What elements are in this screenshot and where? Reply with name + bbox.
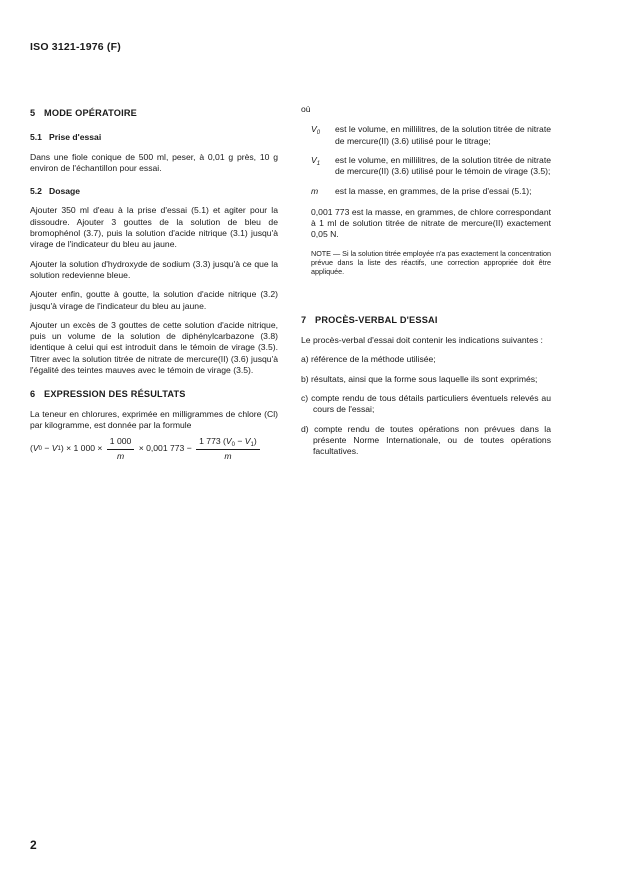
formula-subscript: 0 xyxy=(231,442,235,449)
definition-v1 xyxy=(301,155,551,178)
list-item: a) référence de la méthode utilisée; xyxy=(301,354,436,365)
subsection-number: 5.2 xyxy=(30,186,42,197)
fraction-denominator: m xyxy=(116,450,125,461)
definition-symbol xyxy=(311,124,335,147)
definition-text: est le volume, en millilitres, de la solution titrée de nitrate de mercure(II) (3.6) utilisé pour le témoin de virage (3.5); xyxy=(335,154,551,177)
fraction-denominator: m xyxy=(224,450,232,461)
subsection-title: Dosage xyxy=(49,186,81,197)
formula-part: − xyxy=(41,443,52,454)
section-5-2-heading xyxy=(30,186,278,197)
section-title: EXPRESSION DES RÉSULTATS xyxy=(44,389,186,400)
page-number: 2 xyxy=(30,838,37,852)
list-item: b) résultats, ainsi que la forme sous laquelle ils sont exprimés; xyxy=(301,373,538,384)
formula-symbol: V xyxy=(51,443,58,454)
section-number: 5 xyxy=(30,108,36,118)
paragraph: Ajouter enfin, goutte à goutte, la solution d'acide nitrique (3.2) jusqu'à virage de l'indicateur du bleu au jaune. xyxy=(30,289,278,311)
section-5-heading xyxy=(30,108,278,119)
section-title: PROCÈS-VERBAL D'ESSAI xyxy=(315,314,438,325)
constant-definition: 0,001 773 est la masse, en grammes, de chlore correspondant à 1 ml de solution titrée de nitrate de mercure(II) exactement 0,05 N. xyxy=(311,206,551,240)
list-item: d) compte rendu de toutes opérations non prévues dans la présente Norme Internationale, ou de toutes opérations facultatives. xyxy=(301,423,551,457)
formula-part: ) xyxy=(60,443,64,454)
fraction-numerator xyxy=(196,436,260,449)
paragraph: Dans une fiole conique de 500 ml, peser, à 0,01 g près, 10 g environ de l'échantillon pour essai. xyxy=(30,151,278,173)
left-column xyxy=(30,108,278,462)
definition-v0 xyxy=(301,124,551,147)
fraction-numerator: 1 000 xyxy=(107,436,135,449)
note: NOTE — Si la solution titrée employée n'a pas exactement la concentration prévue dans la liste des réactifs, une correction appropriée doit être appliquée. xyxy=(311,248,551,277)
list-item: c) compte rendu de tous détails particuliers éventuels relevés au cours de l'essai; xyxy=(301,393,551,415)
section-6-heading xyxy=(30,389,278,400)
definition-symbol xyxy=(311,155,335,178)
formula-subscript: 1 xyxy=(250,442,254,449)
where-label: où xyxy=(301,104,311,114)
right-column xyxy=(301,104,551,458)
section-5-1-heading xyxy=(30,132,278,143)
section-7-heading xyxy=(301,315,551,326)
subsection-number: 5.1 xyxy=(30,132,42,143)
paragraph: Ajouter un excès de 3 gouttes de cette solution d'acide nitrique, puis un volume de la solution de diphénylcarbazone (3.8) identique à celui qui est introduit dans le témoin de virage (3.5). Titrer avec la solution titrée de nitrate de mercure(II) (3.6) jusqu'à l'égalité des teintes mauves avec le témoin de virage (3.5). xyxy=(30,319,278,376)
definition-symbol: m xyxy=(311,186,319,197)
paragraph: La teneur en chlorures, exprimée en milligrammes de chlore (Cl) par kilogramme, est donnée par la formule xyxy=(30,408,278,430)
section-number: 6 xyxy=(30,389,36,400)
definition-m xyxy=(301,186,551,197)
formula-fraction xyxy=(196,436,260,462)
paragraph: Le procès-verbal d'essai doit contenir les indications suivantes : xyxy=(301,335,543,346)
section-number: 7 xyxy=(301,314,307,325)
definition-text: est la masse, en grammes, de la prise d'essai (5.1); xyxy=(335,186,532,197)
formula-part: 1 773 ( xyxy=(199,436,226,447)
symbol-letter: V xyxy=(311,154,317,165)
paragraph: Ajouter la solution d'hydroxyde de sodium (3.3) jusqu'à ce que la solution redevienne bleue. xyxy=(30,258,278,280)
formula-symbol: V xyxy=(244,436,251,447)
subsection-title: Prise d'essai xyxy=(49,132,102,143)
formula-symbol: V xyxy=(32,443,39,454)
page-header: ISO 3121-1976 (F) xyxy=(30,41,121,53)
definition-text: est le volume, en millilitres, de la solution titrée de nitrate de mercure(II) (3.6) utilisé pour le titrage; xyxy=(335,124,551,146)
symbol-subscript: 1 xyxy=(316,160,321,167)
formula-part: × 1 000 × xyxy=(63,443,105,454)
symbol-subscript: 0 xyxy=(316,130,321,137)
formula-part: × 0,001 773 − xyxy=(136,443,195,454)
result-formula: ( V 0 − V 1 ) × 1 000 × $\frac{1 000}{m}$ × 0,001 773 − $\frac{1 773 (V_0 - V_1)}{m}$ xyxy=(30,436,278,462)
paragraph: Ajouter 350 ml d'eau à la prise d'essai (5.1) et agiter pour la dissoudre. Ajouter 3 gouttes de la solution de bleu de bromophénol (3.7), puis la solution d'acide nitrique (3.1) jusqu'à virage de l'indicateur du bleu au jaune. xyxy=(30,205,278,250)
formula-fraction xyxy=(107,436,135,462)
formula-part: ) xyxy=(253,436,257,447)
symbol-letter: V xyxy=(311,124,317,135)
section-title: MODE OPÉRATOIRE xyxy=(44,108,138,118)
formula-part: − xyxy=(234,436,245,447)
formula-symbol: V xyxy=(225,436,232,447)
formula-part: ( xyxy=(30,443,33,454)
